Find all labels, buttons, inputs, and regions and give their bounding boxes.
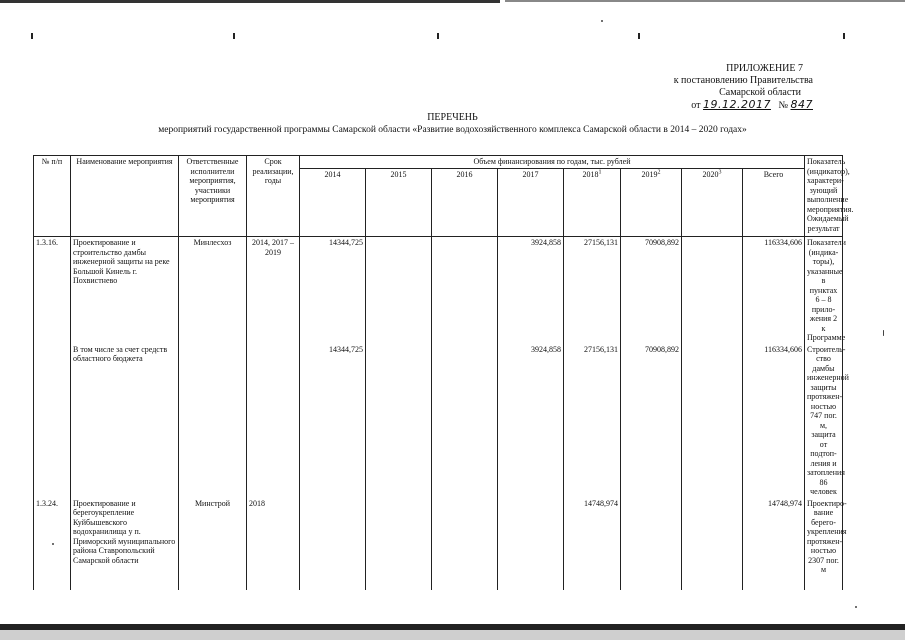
footnote-mark: 3 — [718, 169, 722, 176]
table-row — [34, 344, 843, 498]
footnote-mark: 1 — [598, 169, 602, 176]
handwritten-number: 847 — [790, 98, 813, 111]
header-year: 2018$^1$ — [564, 169, 621, 237]
cell-2019 — [621, 498, 682, 590]
row-indicator: Показатели (индика-торы), указанные в пунктах 6 – 8 прило-жения 2 к Программе — [805, 237, 843, 344]
number-prefix: № — [778, 100, 788, 111]
header-executors: Ответственные исполнители мероприятия, участники мероприятия — [179, 156, 247, 237]
cell-2020 — [682, 498, 743, 590]
document-title: ПЕРЕЧЕНЬ — [427, 112, 478, 123]
scan-speck — [601, 20, 603, 22]
cell-2016 — [432, 237, 498, 344]
header-year: 2019$^2$ — [621, 169, 682, 237]
header-funding: Объем финансирования по годам, тыс. рублей — [300, 156, 805, 169]
scan-speck — [855, 606, 857, 608]
header-year: 2015 — [366, 169, 432, 237]
row-name: Проектирование и строительство дамбы инженерной защиты на реке Большой Кинель г. Похвистнево — [71, 237, 179, 344]
cell-total: 116334,606 — [743, 344, 805, 498]
appendix-block — [674, 63, 813, 112]
header-name: Наименование мероприятия — [71, 156, 179, 237]
row-num — [34, 344, 71, 498]
cell-2015 — [366, 498, 432, 590]
row-executor: Минстрой — [179, 498, 247, 590]
row-executor: Минлесхоз — [179, 237, 247, 344]
row-name: В том числе за счет средств областного бюджета — [71, 344, 179, 498]
scan-edge-top-right — [505, 0, 905, 2]
appendix-line-2: Самарской области — [719, 87, 801, 98]
date-prefix: от — [691, 100, 701, 111]
cell-2019: 70908,892 — [621, 344, 682, 498]
row-executor — [179, 344, 247, 498]
cell-2015 — [366, 344, 432, 498]
cell-2017 — [498, 498, 564, 590]
cell-2017: 3924,858 — [498, 237, 564, 344]
header-total: Всего — [743, 169, 805, 237]
header-year: 2016 — [432, 169, 498, 237]
cell-2016 — [432, 498, 498, 590]
scan-speck — [883, 330, 884, 336]
row-name: Проектирование и берегоукрепление Куйбышевского водохранилища у п. Приморский муниципального района Ставропольский Самарской области — [71, 498, 179, 590]
header-year: 2014 — [300, 169, 366, 237]
handwritten-date: 19.12.2017 — [702, 98, 771, 111]
cell-2014 — [300, 498, 366, 590]
row-indicator: Строитель-ство дамбы инженерной защиты протяжен-ностью 747 пог. м, защита от подтоп-ления и затопления 86 человек — [805, 344, 843, 498]
scan-edge-bottom-shadow — [0, 630, 905, 640]
cell-2014: 14344,725 — [300, 344, 366, 498]
cell-2018: 27156,131 — [564, 344, 621, 498]
cell-2020 — [682, 237, 743, 344]
row-num: 1.3.24. — [34, 498, 71, 590]
cell-2018: 27156,131 — [564, 237, 621, 344]
binder-mark — [31, 33, 33, 39]
table-row — [34, 237, 843, 344]
document-subtitle: мероприятий государственной программы Самарской области «Развитие водохозяйственного комплекса Самарской области в 2014 – 2020 годах» — [158, 125, 747, 135]
header-num: № п/п — [34, 156, 71, 237]
cell-2019: 70908,892 — [621, 237, 682, 344]
appendix-date-line — [674, 99, 813, 112]
header-year: 2017 — [498, 169, 564, 237]
binder-mark — [233, 33, 235, 39]
cell-total: 14748,974 — [743, 498, 805, 590]
binder-mark — [638, 33, 640, 39]
cell-2014: 14344,725 — [300, 237, 366, 344]
row-period — [247, 344, 300, 498]
header-year: 2020$^3$ — [682, 169, 743, 237]
appendix-title: ПРИЛОЖЕНИЕ 7 — [726, 63, 803, 74]
binder-mark — [437, 33, 439, 39]
row-indicator: Проектиро-вание берего-укрепления протяжен-ностью 2307 пог. м — [805, 498, 843, 590]
measures-table — [33, 155, 854, 590]
header-period: Срок реализации, годы — [247, 156, 300, 237]
cell-2016 — [432, 344, 498, 498]
cell-2015 — [366, 237, 432, 344]
table-row — [34, 498, 843, 590]
scan-edge-top — [0, 0, 500, 3]
binder-mark — [843, 33, 845, 39]
header-indicator: Показатель (индикатор), характери-зующий выполнение мероприятия. Ожидаемый результат — [805, 156, 843, 237]
appendix-line-1: к постановлению Правительства — [673, 75, 813, 86]
cell-2017: 3924,858 — [498, 344, 564, 498]
row-period: 2014, 2017 – 2019 — [247, 237, 300, 344]
cell-2020 — [682, 344, 743, 498]
footnote-mark: 2 — [657, 169, 661, 176]
row-period: 2018 — [247, 498, 300, 590]
cell-2018: 14748,974 — [564, 498, 621, 590]
row-num: 1.3.16. — [34, 237, 71, 344]
cell-total: 116334,606 — [743, 237, 805, 344]
